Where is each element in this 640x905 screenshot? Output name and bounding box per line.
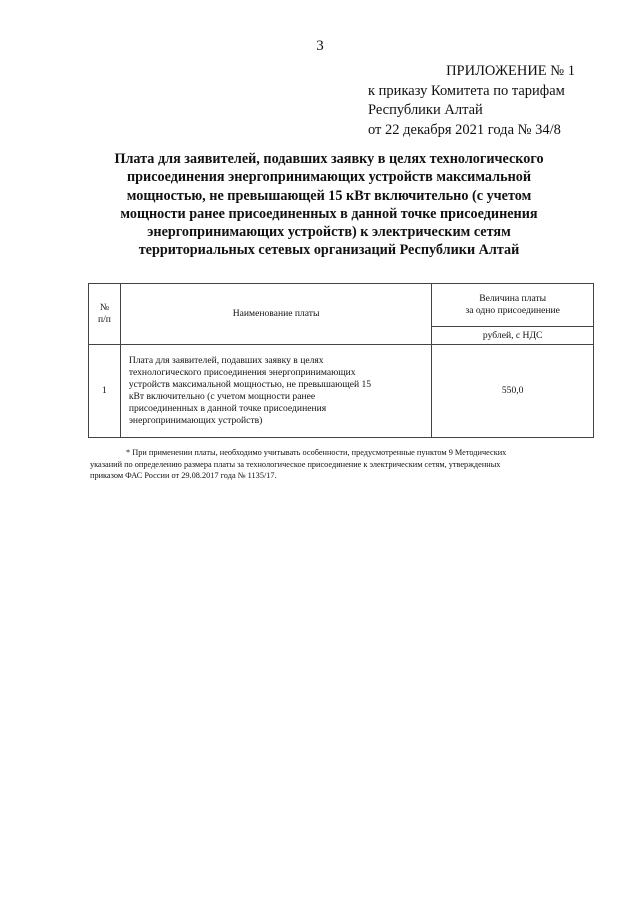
row-number-cell: 1 — [89, 345, 121, 438]
title-line: присоединения энергопринимающих устройств максимальной — [126, 169, 532, 186]
footnote-line: * При применении платы, необходимо учитывать особенности, предусмотренные пунктом 9 Методических — [126, 448, 507, 457]
description-line: кВт включительно (с учетом мощности ранее — [128, 391, 316, 402]
appendix-date-line: от 22 декабря 2021 года № 34/8 — [368, 121, 561, 138]
appendix-order-line: к приказу Комитета по тарифам — [368, 82, 565, 99]
description-line: Плата для заявителей, подавших заявку в целях — [128, 355, 324, 366]
description-line: технологического присоединения энергопринимающих — [128, 367, 356, 378]
header-value-cell — [432, 284, 594, 327]
header-name-cell: Наименование платы — [120, 284, 432, 345]
appendix-block — [368, 62, 608, 140]
footnote-line: указаний по определению размера платы за технологическое присоединение к электрическим сетям, утвержденных — [90, 459, 501, 469]
header-value-line: за одно присоединение — [465, 305, 560, 316]
description-line: энергопринимающих устройств) — [128, 415, 263, 426]
fee-table — [88, 283, 594, 438]
appendix-title: ПРИЛОЖЕНИЕ № 1 — [446, 63, 575, 79]
appendix-republic-line: Республики Алтай — [368, 102, 483, 118]
footnote-line: приказом ФАС России от 29.08.2017 года № 1135/17. — [90, 471, 277, 481]
page-number: 3 — [316, 38, 324, 54]
header-unit-cell: рублей, с НДС — [432, 327, 594, 345]
header-value-line: Величина платы — [479, 293, 547, 304]
description-line: присоединенных в данной точке присоединения — [128, 403, 327, 414]
header-number-cell — [89, 284, 121, 345]
table-row — [89, 345, 594, 438]
title-line: мощности ранее присоединенных в данной точке присоединения — [120, 205, 538, 222]
description-line: устройств максимальной мощностью, не превышающей 15 — [128, 379, 372, 390]
document-title — [90, 150, 568, 260]
title-line: мощностью, не превышающей 15 кВт включительно (с учетом — [126, 187, 532, 204]
row-description-cell — [120, 345, 432, 438]
table-header-row — [89, 284, 594, 327]
header-number-symbol: № — [99, 302, 109, 313]
title-line: энергопринимающих устройств) к электрическим сетям — [147, 224, 511, 241]
row-value-cell: 550,0 — [432, 345, 594, 438]
title-line: территориальных сетевых организаций Республики Алтай — [138, 242, 520, 259]
title-line: Плата для заявителей, подавших заявку в целях технологического — [114, 151, 544, 167]
header-number-label: п/п — [97, 314, 111, 325]
footnote — [90, 447, 596, 482]
